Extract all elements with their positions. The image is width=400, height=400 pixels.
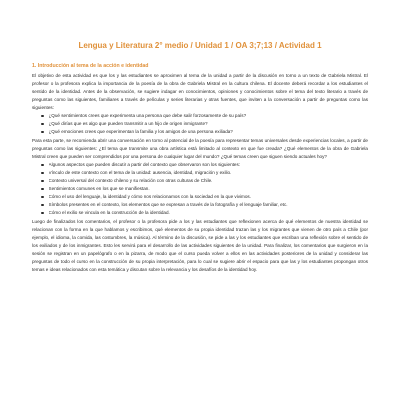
second-paragraph: Para esta parte, se recomienda abrir una conversación en torno al potencial de la poesía para representar temas universales desde experiencias locales, a partir de preguntas como las siguientes: ¿El tema que transmite una obra artística está limitado al contexto en que fue creada? ¿Qué elementos de la obra de Gabriela Mistral creen que pueden ser comprendidos por una persona de cualquier lugar del mundo? ¿Qué temas creen que siguen siendo actuales hoy? bbox=[32, 138, 368, 159]
intro-question-list bbox=[32, 112, 368, 136]
list-item: ¿Qué sentimientos crees que experimenta una persona que debe salir forzosamente de su país? bbox=[32, 112, 368, 120]
bullet-icon bbox=[41, 212, 44, 215]
intro-paragraph: El objetivo de esta actividad es que los y las estudiantes se aproximen al tema de la unidad a partir de la discusión en torno a un texto de Gabriela Mistral. El profesor o la profesora explica la importancia de la poesía de la obra de Gabriela Mistral en la cultura chilena. El docente deberá recordar a los estudiantes el sentido de la identidad. Antes de la observación, se sugiere indagar en conocimientos, opiniones y conocimientos sobre el tema del texto literario a través de preguntas como las siguientes, familiares a través de películas y series literarias y otras fuentes, que inviten a la conversación a partir de preguntas como las siguientes: bbox=[32, 73, 368, 110]
bullet-icon bbox=[41, 164, 44, 167]
document-title: Lengua y Literatura 2° medio / Unidad 1 / OA 3;7;13 / Actividad 1 bbox=[78, 41, 322, 50]
bullet-icon bbox=[41, 180, 44, 183]
document-page bbox=[32, 40, 368, 396]
list-item: ¿Qué emociones crees que experimentan la familia y los amigos de una persona exiliada? bbox=[32, 128, 368, 136]
bullet-icon bbox=[41, 196, 44, 199]
bullet-icon bbox=[41, 172, 44, 175]
list-item: Contexto universal del contexto chileno y su relación con otras culturas de Chile. bbox=[32, 177, 368, 185]
list-item: ¿Qué dirías que es algo que pueden transmitir a un hijo de origen inmigrante? bbox=[32, 120, 368, 128]
list-item: Cómo el uso del lenguaje, la identidad y cómo nos relacionamos con la sociedad en la que vivimos. bbox=[32, 193, 368, 201]
list-item: Cómo el exilio se vincula en la construcción de la identidad. bbox=[32, 209, 368, 217]
list-item: Símbolos presentes en el contexto, los elementos que se expresan a través de la fotografía y el lenguaje familiar, etc. bbox=[32, 201, 368, 209]
bullet-icon bbox=[41, 131, 44, 134]
section-heading: 1. Introducción al tema de la acción e identidad bbox=[32, 63, 149, 69]
bullet-icon bbox=[41, 123, 44, 126]
theme-question-list bbox=[32, 161, 368, 217]
list-item: Algunos aspectos que pueden discutir a partir del contexto que observaron son los siguientes: bbox=[32, 161, 368, 169]
closing-paragraph: Luego de finalizados los comentarios, el profesor o la profesora pide a los y las estudiantes que reflexionen acerca de qué elementos de nuestra identidad se relacionan con la forma en la que hablamos y escribimos, qué elementos de su propia identidad trazan las y los migrantes que vienen de otro país a Chile (por ejemplo, el idioma, la comida, las costumbres, la música). Al término de la discusión, se pide a las y los estudiantes que escriban una reflexión sobre el sentido de los exiliados y de los inmigrantes. Esto les servirá para el desarrollo de las actividades siguientes de la unidad. Para finalizar, los comentarios que surgieron en la sesión se registran en un papelógrafo o en la pizarra, de modo que el curso pueda volver a ellos en las actividades posteriores de la unidad y considerar las preguntas de todo el curso en la construcción de su propia interpretación, para lo cual se sugiere abrir el espacio para que las y los estudiantes propongan otros temas e ideas relacionados con esta temática y discutan sobre la relevancia y los desafíos de la identidad hoy. bbox=[32, 219, 368, 272]
list-item: Vínculo de este contexto con el tema de la unidad: ausencia, identidad, migración y exilio. bbox=[32, 169, 368, 177]
list-item: Sentimientos comunes en los que se manifiestan. bbox=[32, 185, 368, 193]
bullet-icon bbox=[41, 115, 44, 118]
bullet-icon bbox=[41, 204, 44, 207]
bullet-icon bbox=[41, 188, 44, 191]
